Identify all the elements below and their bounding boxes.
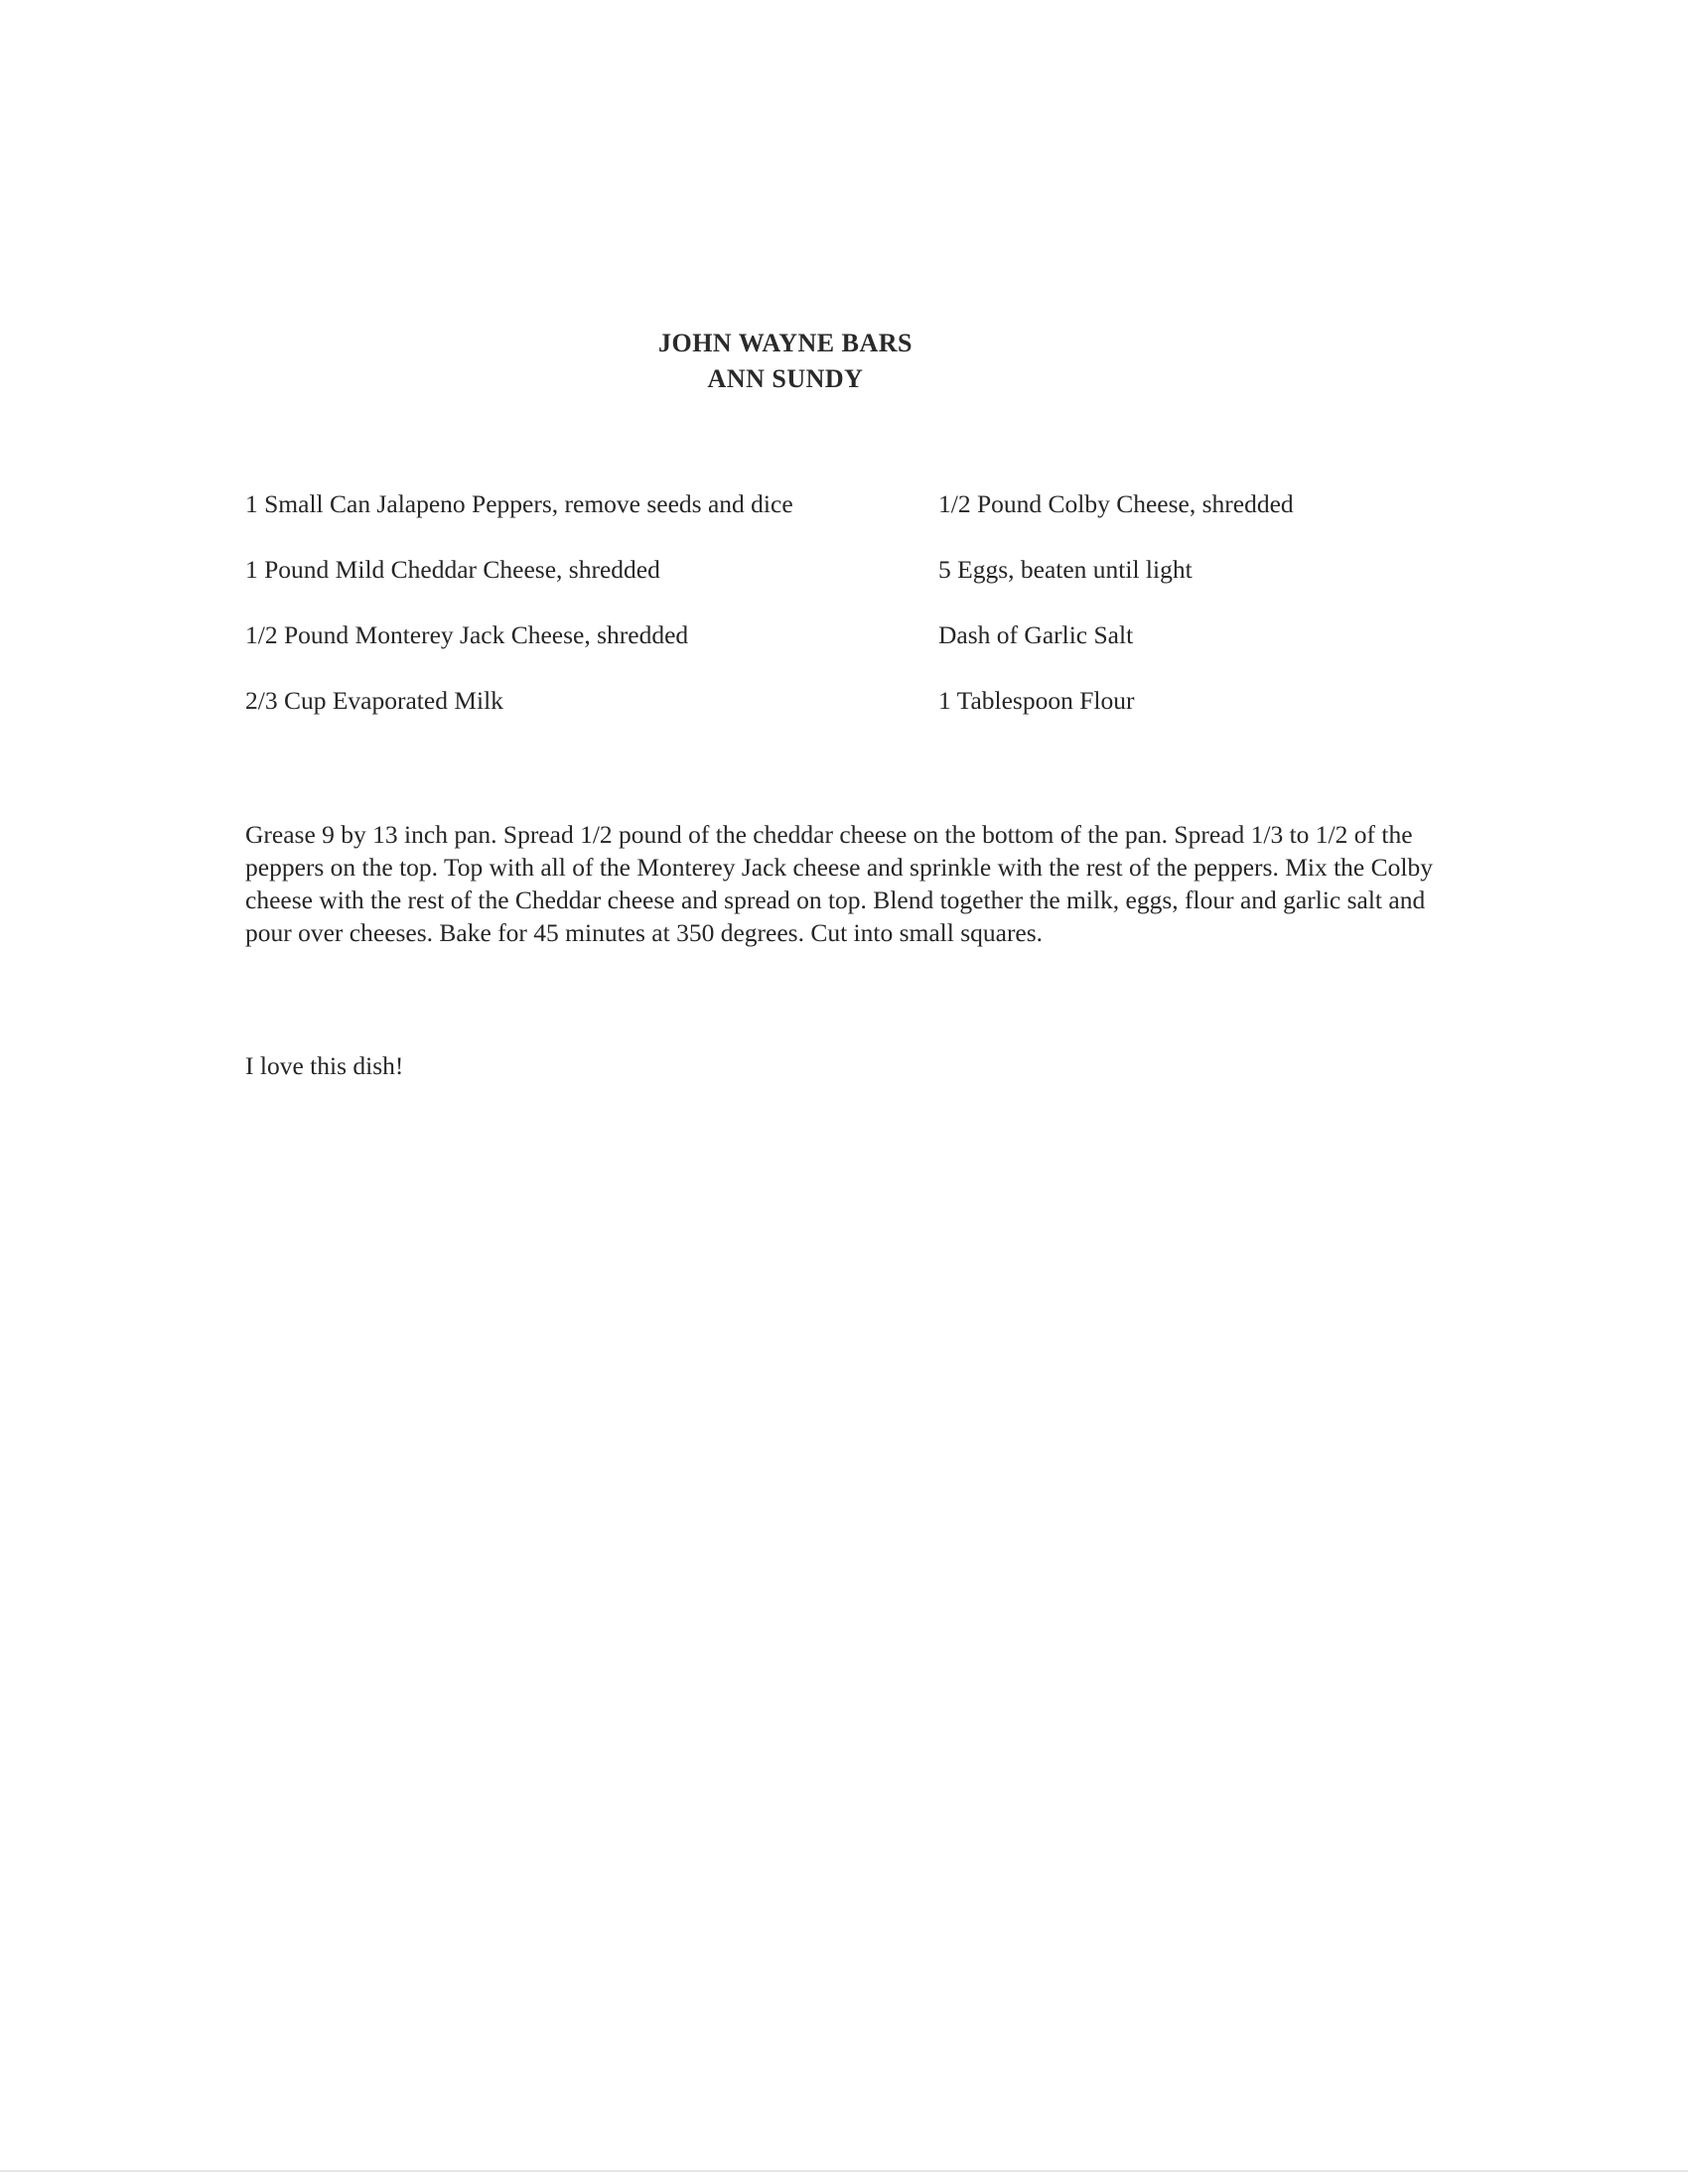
ingredient-item: 1 Small Can Jalapeno Peppers, remove seeds and dice [245,489,793,518]
ingredient-item: 1 Tablespoon Flour [938,686,1135,715]
ingredient-item: 5 Eggs, beaten until light [938,555,1193,584]
ingredient-item: Dash of Garlic Salt [938,620,1134,649]
ingredient-item: 1 Pound Mild Cheddar Cheese, shredded [245,555,660,584]
recipe-directions: Grease 9 by 13 inch pan. Spread 1/2 pound of the cheddar cheese on the bottom of the pan. Spread 1/3 to 1/2 of the peppers on the top. Top with all of the Monterey Jack cheese and sprinkle with the rest of the peppers. Mix the Colby cheese with the rest of the Cheddar cheese and spread on top. Blend together the milk, eggs, flour and garlic salt and pour over cheeses. Bake for 45 minutes at 350 degrees. Cut into small squares. [245,820,1433,947]
ingredients-right-column [938,486,1435,749]
ingredient-item: 1/2 Pound Monterey Jack Cheese, shredded [245,620,689,649]
scan-edge-line [0,2170,1688,2172]
ingredients-left-column [245,486,920,749]
ingredient-item: 1/2 Pound Colby Cheese, shredded [938,489,1294,518]
title-block [0,326,1571,397]
ingredient-item: 2/3 Cup Evaporated Milk [245,686,503,715]
recipe-note: I love this dish! [245,1051,404,1080]
recipe-title: JOHN WAYNE BARS [657,329,913,357]
recipe-author: ANN SUNDY [707,364,864,393]
